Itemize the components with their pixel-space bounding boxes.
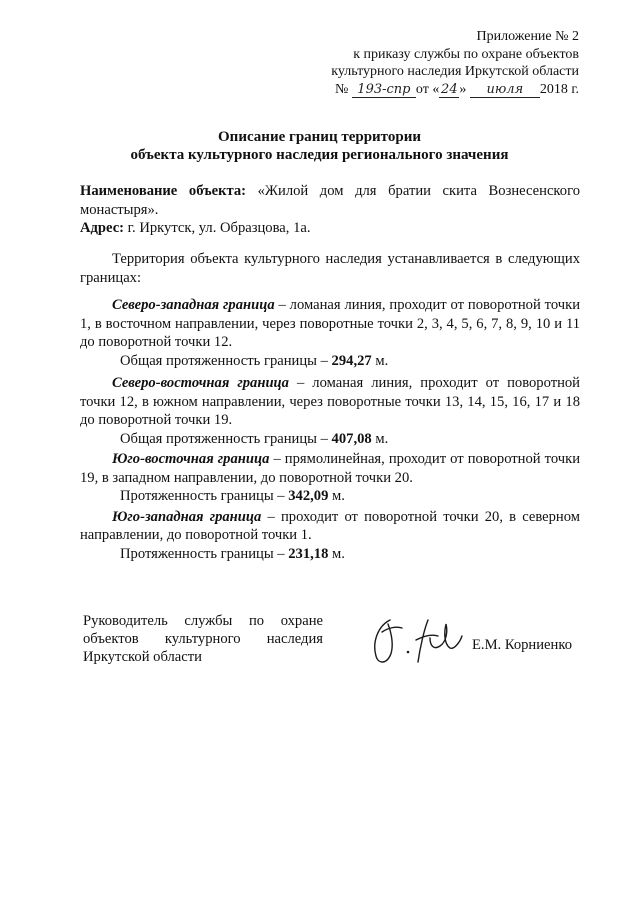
boundary-desc xyxy=(80,450,580,487)
object-name-paragraph xyxy=(80,182,580,219)
order-year: 2018 г. xyxy=(539,81,579,97)
boundary-length-value: 342,09 xyxy=(288,488,329,504)
object-info xyxy=(80,182,580,238)
boundary-length-label: Общая протяженность границы – xyxy=(120,430,332,447)
boundary-text: – прямолинейная, проходит от поворотной точки 19, в западном направлении, до поворотной точки 20. xyxy=(80,451,580,486)
object-address-label: Адрес: xyxy=(80,220,125,236)
order-month: июля xyxy=(470,83,540,98)
boundary-name: Юго-западная граница xyxy=(112,508,262,525)
document-title xyxy=(0,128,639,164)
order-number-line xyxy=(331,81,579,99)
boundary-length xyxy=(80,430,580,449)
boundary-desc xyxy=(80,508,580,545)
title-line-2: объекта культурного наследия регионального значения xyxy=(130,147,509,163)
signatory-position xyxy=(83,612,323,666)
appendix-line-1: Приложение № 2 xyxy=(476,29,579,44)
boundaries-list xyxy=(80,296,580,563)
handwritten-signature-icon xyxy=(368,612,468,670)
boundary-length-unit: м. xyxy=(328,488,345,504)
boundary-name: Северо-западная граница xyxy=(112,297,275,313)
appendix-header xyxy=(331,28,579,99)
boundary-length xyxy=(80,352,580,371)
order-number: 193-спр xyxy=(352,83,416,98)
boundary-length xyxy=(80,487,580,506)
appendix-line-3: культурного наследия Иркутской области xyxy=(331,64,579,79)
boundary-length-unit: м. xyxy=(371,352,389,369)
position-line-1: Руководитель службы по охране xyxy=(83,613,323,629)
boundary-name: Северо-восточная граница xyxy=(112,375,289,391)
boundary-length-label: Общая протяженность границы – xyxy=(120,352,332,369)
boundary-length-value: 231,18 xyxy=(288,545,329,562)
boundary-desc xyxy=(80,374,580,430)
boundary-length-label: Протяженность границы – xyxy=(120,488,289,504)
object-address-value: г. Иркутск, ул. Образцова, 1а. xyxy=(124,220,311,236)
order-no-label: № xyxy=(335,81,349,97)
boundary-length-label: Протяженность границы – xyxy=(120,545,289,562)
order-from-label: от « xyxy=(415,81,440,97)
boundary-length-value: 407,08 xyxy=(331,430,372,447)
object-name-label: Наименование объекта: xyxy=(80,183,247,199)
order-quote-close: » xyxy=(459,81,470,97)
boundary-text: – ломаная линия, проходит от поворотной точки 1, в восточном направлении, через поворотные точки 2, 3, 4, 5, 6, 7, 8, 9, 10 и 11 до поворотной точки 12. xyxy=(80,297,581,350)
boundary-text: – ломаная линия, проходит от поворотной точки 12, в южном направлении, через поворотные точки 13, 14, 15, 16, 17 и 18 до поворотной точки 19. xyxy=(80,375,580,428)
order-day: 24 xyxy=(441,81,458,97)
appendix-line-2: к приказу службы по охране объектов xyxy=(353,46,579,62)
boundary-length xyxy=(80,545,580,564)
object-address-paragraph xyxy=(80,219,580,238)
object-name-value: «Жилой дом для братии скита Вознесенского монастыря». xyxy=(80,183,580,218)
boundary-length-unit: м. xyxy=(328,545,345,562)
position-line-3: Иркутской области xyxy=(83,649,202,665)
title-line-1: Описание границ территории xyxy=(218,129,421,145)
intro-paragraph: Территория объекта культурного наследия устанавливается в следующих границах: xyxy=(80,251,580,286)
position-line-2: объектов культурного наследия xyxy=(83,631,323,647)
boundary-length-value: 294,27 xyxy=(331,352,372,369)
boundary-name: Юго-восточная граница xyxy=(112,451,270,467)
signatory-name: Е.М. Корниенко xyxy=(472,637,572,653)
boundary-length-unit: м. xyxy=(371,430,389,447)
boundary-text: – проходит от поворотной точки 20, в северном направлении, до поворотной точки 1. xyxy=(80,508,580,543)
boundary-desc xyxy=(80,296,580,352)
